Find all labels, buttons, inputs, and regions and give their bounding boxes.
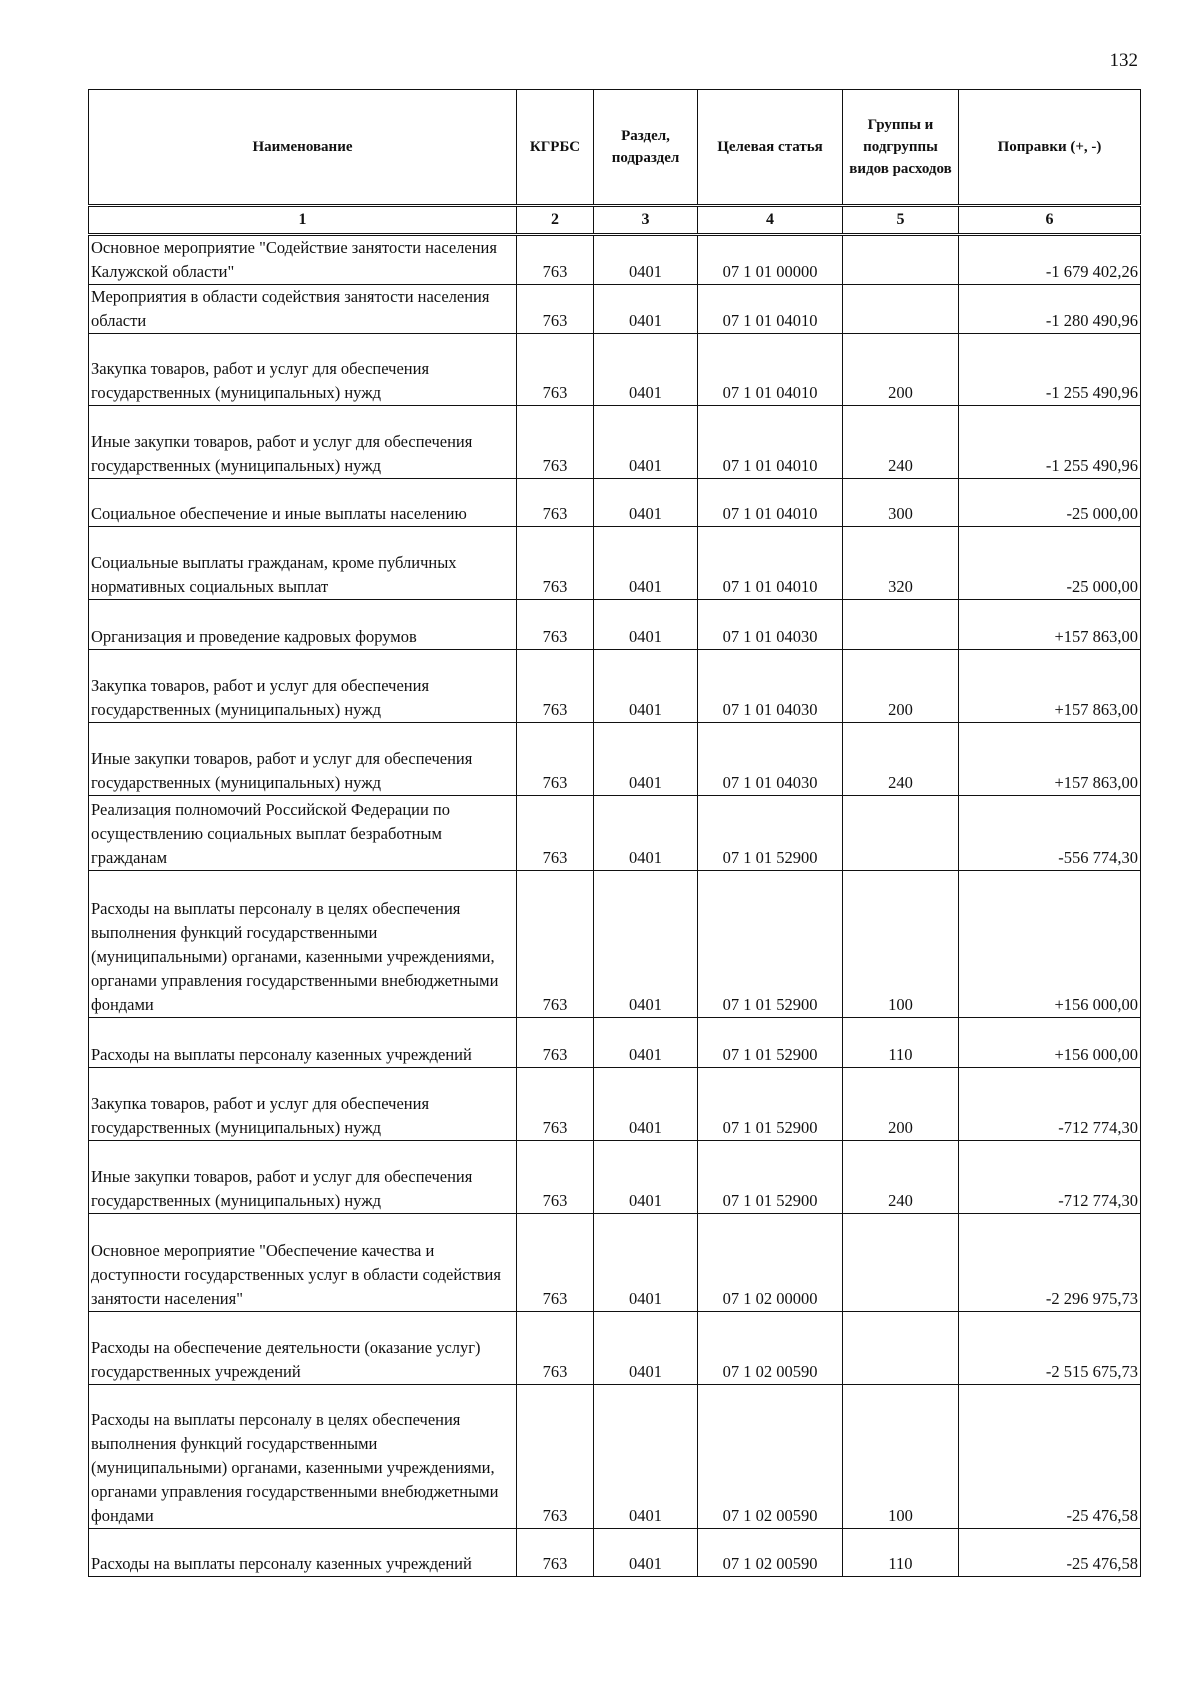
row-amount: -1 255 490,96 [959, 334, 1141, 406]
row-group [843, 235, 959, 285]
row-target: 07 1 01 52900 [698, 871, 843, 1018]
row-kgrbs: 763 [517, 723, 594, 796]
table-row [89, 1018, 1141, 1068]
row-section: 0401 [594, 723, 698, 796]
table-row [89, 1529, 1141, 1577]
column-number: 4 [698, 206, 843, 235]
row-kgrbs: 763 [517, 1312, 594, 1385]
row-kgrbs: 763 [517, 1214, 594, 1312]
row-kgrbs: 763 [517, 1141, 594, 1214]
row-target: 07 1 01 04010 [698, 334, 843, 406]
header-section: Раздел, подраздел [594, 90, 698, 206]
row-name: Реализация полномочий Российской Федерации по осуществлению социальных выплат безработным гражданам [89, 796, 517, 871]
row-target: 07 1 01 52900 [698, 1141, 843, 1214]
column-number: 3 [594, 206, 698, 235]
row-name: Основное мероприятие "Обеспечение качества и доступности государственных услуг в области содействия занятости населения" [89, 1214, 517, 1312]
row-section: 0401 [594, 334, 698, 406]
row-name: Основное мероприятие "Содействие занятости населения Калужской области" [89, 235, 517, 285]
table-row [89, 1214, 1141, 1312]
row-group: 300 [843, 479, 959, 527]
row-section: 0401 [594, 1385, 698, 1529]
row-target: 07 1 01 04030 [698, 723, 843, 796]
table-row [89, 1068, 1141, 1141]
header-kgrbs: КГРБС [517, 90, 594, 206]
row-target: 07 1 01 52900 [698, 1068, 843, 1141]
table-row [89, 650, 1141, 723]
row-group: 100 [843, 1385, 959, 1529]
row-kgrbs: 763 [517, 479, 594, 527]
row-amount: +156 000,00 [959, 871, 1141, 1018]
row-name: Закупка товаров, работ и услуг для обеспечения государственных (муниципальных) нужд [89, 334, 517, 406]
page-number: 132 [1109, 50, 1138, 71]
row-name: Иные закупки товаров, работ и услуг для обеспечения государственных (муниципальных) нужд [89, 1141, 517, 1214]
table-row [89, 235, 1141, 285]
row-group: 100 [843, 871, 959, 1018]
row-kgrbs: 763 [517, 235, 594, 285]
row-name: Организация и проведение кадровых форумов [89, 600, 517, 650]
column-number: 1 [89, 206, 517, 235]
row-group: 320 [843, 527, 959, 600]
table-row [89, 1385, 1141, 1529]
row-kgrbs: 763 [517, 796, 594, 871]
row-group [843, 600, 959, 650]
row-target: 07 1 01 04010 [698, 527, 843, 600]
row-name: Социальные выплаты гражданам, кроме публичных нормативных социальных выплат [89, 527, 517, 600]
column-number: 6 [959, 206, 1141, 235]
row-name: Мероприятия в области содействия занятости населения области [89, 285, 517, 334]
table-row [89, 285, 1141, 334]
table-row [89, 723, 1141, 796]
row-target: 07 1 02 00000 [698, 1214, 843, 1312]
row-name: Иные закупки товаров, работ и услуг для обеспечения государственных (муниципальных) нужд [89, 406, 517, 479]
row-target: 07 1 01 04030 [698, 650, 843, 723]
row-target: 07 1 02 00590 [698, 1529, 843, 1577]
row-group: 240 [843, 723, 959, 796]
row-amount: -2 515 675,73 [959, 1312, 1141, 1385]
header-groups: Группы и подгруппы видов расходов [843, 90, 959, 206]
column-number-row [89, 206, 1141, 235]
row-section: 0401 [594, 527, 698, 600]
row-target: 07 1 01 04010 [698, 285, 843, 334]
row-section: 0401 [594, 235, 698, 285]
row-target: 07 1 01 04010 [698, 479, 843, 527]
row-section: 0401 [594, 406, 698, 479]
row-amount: -2 296 975,73 [959, 1214, 1141, 1312]
table-row [89, 406, 1141, 479]
row-section: 0401 [594, 285, 698, 334]
table-row [89, 871, 1141, 1018]
row-section: 0401 [594, 1018, 698, 1068]
header-amendments: Поправки (+, -) [959, 90, 1141, 206]
row-amount: +157 863,00 [959, 600, 1141, 650]
row-section: 0401 [594, 1141, 698, 1214]
row-group: 200 [843, 650, 959, 723]
table-row [89, 796, 1141, 871]
row-amount: -1 679 402,26 [959, 235, 1141, 285]
row-name: Расходы на обеспечение деятельности (оказание услуг) государственных учреждений [89, 1312, 517, 1385]
row-amount: -25 000,00 [959, 527, 1141, 600]
table-row [89, 1312, 1141, 1385]
row-kgrbs: 763 [517, 1068, 594, 1141]
row-section: 0401 [594, 600, 698, 650]
row-amount: -25 476,58 [959, 1385, 1141, 1529]
table-header-row [89, 90, 1141, 206]
row-kgrbs: 763 [517, 650, 594, 723]
row-group: 240 [843, 406, 959, 479]
row-kgrbs: 763 [517, 600, 594, 650]
row-target: 07 1 01 04010 [698, 406, 843, 479]
header-name: Наименование [89, 90, 517, 206]
row-group: 110 [843, 1529, 959, 1577]
row-section: 0401 [594, 871, 698, 1018]
row-target: 07 1 01 00000 [698, 235, 843, 285]
row-name: Расходы на выплаты персоналу в целях обеспечения выполнения функций государственными (муниципальными) органами, казенными учреждениями, органами управления государственными внебюджетными фондами [89, 1385, 517, 1529]
row-kgrbs: 763 [517, 871, 594, 1018]
row-target: 07 1 02 00590 [698, 1312, 843, 1385]
table-row [89, 527, 1141, 600]
row-group [843, 796, 959, 871]
header-target: Целевая статья [698, 90, 843, 206]
row-amount: +157 863,00 [959, 650, 1141, 723]
column-number: 5 [843, 206, 959, 235]
row-group: 200 [843, 334, 959, 406]
row-target: 07 1 01 04030 [698, 600, 843, 650]
row-kgrbs: 763 [517, 406, 594, 479]
row-section: 0401 [594, 1529, 698, 1577]
row-target: 07 1 02 00590 [698, 1385, 843, 1529]
row-name: Социальное обеспечение и иные выплаты населению [89, 479, 517, 527]
row-kgrbs: 763 [517, 1385, 594, 1529]
row-amount: +157 863,00 [959, 723, 1141, 796]
row-name: Расходы на выплаты персоналу казенных учреждений [89, 1018, 517, 1068]
row-group: 110 [843, 1018, 959, 1068]
table-row [89, 1141, 1141, 1214]
row-section: 0401 [594, 479, 698, 527]
row-section: 0401 [594, 1068, 698, 1141]
row-kgrbs: 763 [517, 527, 594, 600]
row-amount: -1 280 490,96 [959, 285, 1141, 334]
row-kgrbs: 763 [517, 1018, 594, 1068]
row-target: 07 1 01 52900 [698, 796, 843, 871]
row-kgrbs: 763 [517, 285, 594, 334]
row-group: 240 [843, 1141, 959, 1214]
row-amount: -556 774,30 [959, 796, 1141, 871]
row-group [843, 285, 959, 334]
row-group [843, 1312, 959, 1385]
row-amount: -712 774,30 [959, 1068, 1141, 1141]
row-amount: -1 255 490,96 [959, 406, 1141, 479]
row-section: 0401 [594, 796, 698, 871]
row-group: 200 [843, 1068, 959, 1141]
table-row [89, 600, 1141, 650]
budget-amendments-table [88, 89, 1141, 1577]
row-kgrbs: 763 [517, 334, 594, 406]
row-name: Иные закупки товаров, работ и услуг для обеспечения государственных (муниципальных) нужд [89, 723, 517, 796]
table-row [89, 334, 1141, 406]
row-name: Расходы на выплаты персоналу казенных учреждений [89, 1529, 517, 1577]
row-section: 0401 [594, 1214, 698, 1312]
row-group [843, 1214, 959, 1312]
row-section: 0401 [594, 1312, 698, 1385]
row-amount: -25 000,00 [959, 479, 1141, 527]
row-section: 0401 [594, 650, 698, 723]
row-name: Закупка товаров, работ и услуг для обеспечения государственных (муниципальных) нужд [89, 650, 517, 723]
row-target: 07 1 01 52900 [698, 1018, 843, 1068]
row-name: Расходы на выплаты персоналу в целях обеспечения выполнения функций государственными (муниципальными) органами, казенными учреждениями, органами управления государственными внебюджетными фондами [89, 871, 517, 1018]
row-amount: +156 000,00 [959, 1018, 1141, 1068]
row-amount: -712 774,30 [959, 1141, 1141, 1214]
row-amount: -25 476,58 [959, 1529, 1141, 1577]
column-number: 2 [517, 206, 594, 235]
row-name: Закупка товаров, работ и услуг для обеспечения государственных (муниципальных) нужд [89, 1068, 517, 1141]
table-row [89, 479, 1141, 527]
row-kgrbs: 763 [517, 1529, 594, 1577]
